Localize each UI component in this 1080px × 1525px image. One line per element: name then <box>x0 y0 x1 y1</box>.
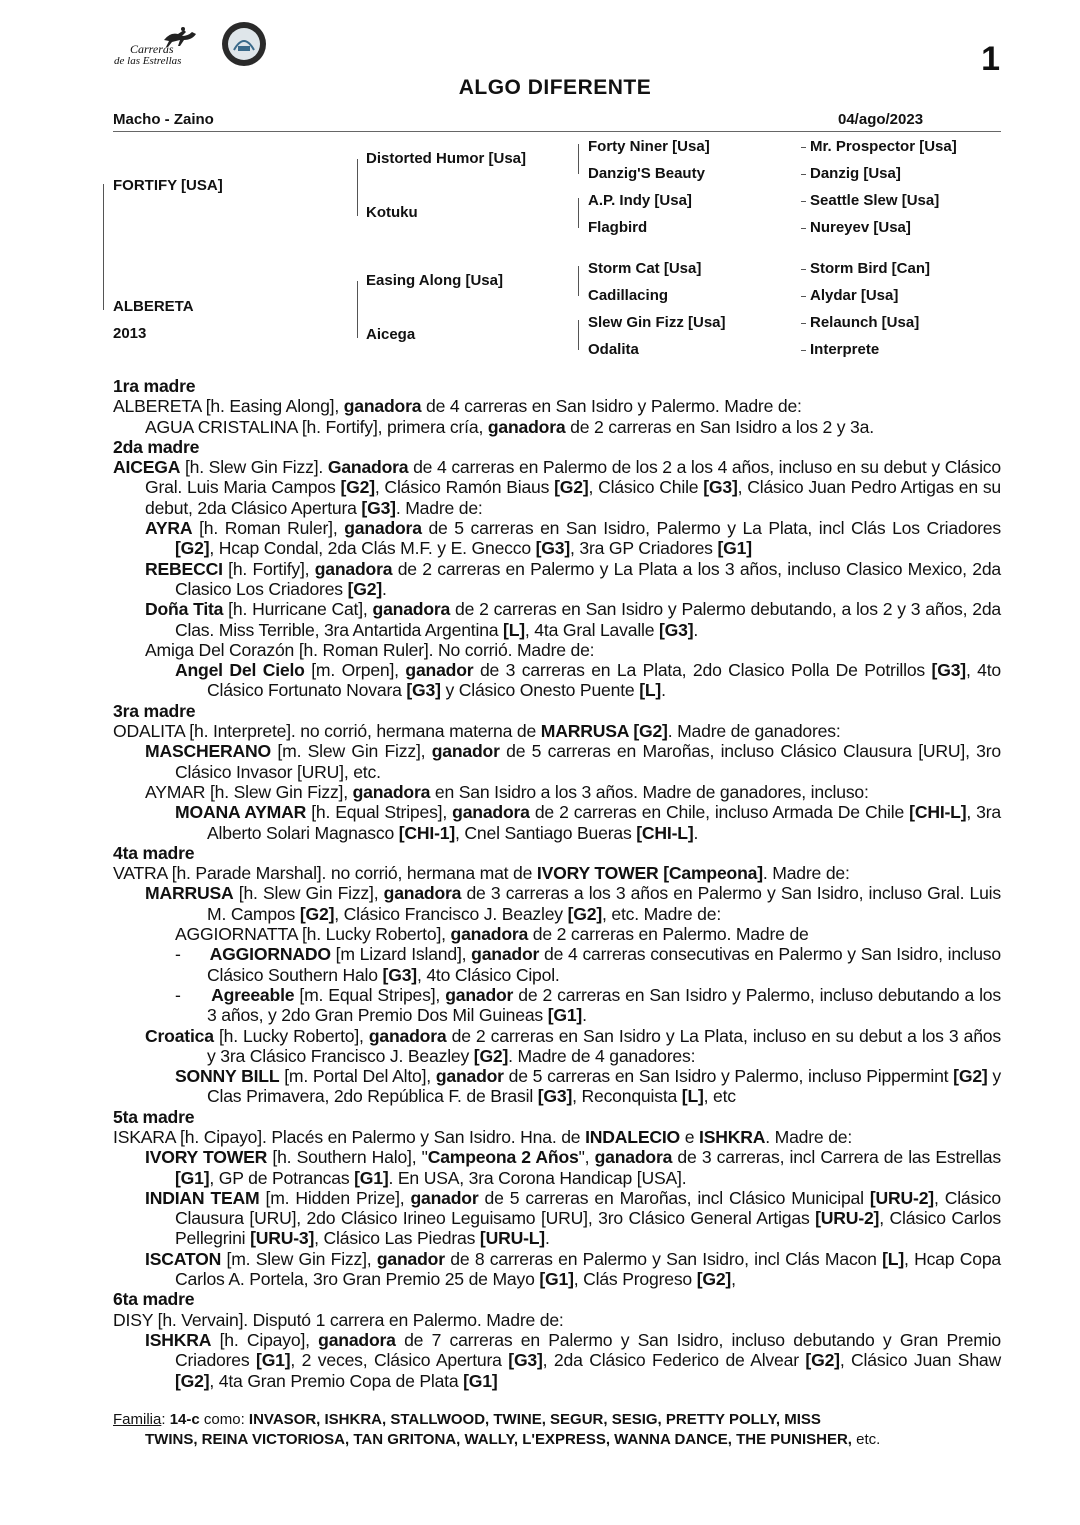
pedigree-gen4: Relaunch [Usa] <box>810 314 920 331</box>
dam-entry: ODALITA [h. Interprete]. no corrió, hermana materna de MARRUSA [G2]. Madre de ganadores: <box>113 721 841 742</box>
produce-entry: - Agreeable [m. Equal Stripes], ganador de 2 carreras en San Isidro y Palermo, incluso debutando a los 3 años, y 2do Gran Premio Dos Mil Guineas [G1]. <box>175 984 1001 1026</box>
produce-entry: MOANA AYMAR [h. Equal Stripes], ganadora de 2 carreras en Chile, incluso Armada De Chile [CHI-L], 3ra Alberto Solari Magnasco [CHI-1], Cnel Santiago Bueras [CHI-L]. <box>175 802 1001 843</box>
section-heading: 2da madre <box>113 436 200 457</box>
pedigree-dash <box>801 201 806 202</box>
pedigree-dash <box>801 228 806 229</box>
pedigree-gen3: Flagbird <box>588 219 648 236</box>
produce-entry: ISCATON [m. Slew Gin Fizz], ganador de 8 carreras en Palermo y San Isidro, incl Clás Macon [L], Hcap Copa Carlos A. Portela, 3ro Gran Premio 25 de Mayo [G1], Clás Progreso [G2], <box>145 1248 1001 1290</box>
family-line1: INVASOR, ISHKRA, STALLWOOD, TWINE, SEGUR, SESIG, PRETTY POLLY, MISS <box>248 1411 821 1428</box>
pedigree-dash <box>801 323 806 324</box>
pedigree-gen4: Interprete <box>810 341 880 358</box>
pedigree-dam-year: 2013 <box>113 325 147 342</box>
pedigree-sire: FORTIFY [USA] <box>113 177 223 194</box>
pedigree-sire-dam: Kotuku <box>366 204 418 221</box>
section-heading: 4ta madre <box>113 842 195 863</box>
horse-name-title: ALGO DIFERENTE <box>458 76 652 99</box>
produce-entry: Angel Del Cielo [m. Orpen], ganador de 3 carreras en La Plata, 2do Clasico Polla De Potrillos [G3], 4to Clásico Fortunato Novara [G3] y Clásico Onesto Puente [L]. <box>175 660 1002 701</box>
pedigree-dash <box>801 269 806 270</box>
pedigree-dam-dam: Aicega <box>366 326 416 343</box>
pedigree-dam: ALBERETA <box>113 298 194 315</box>
pedigree-dash <box>801 147 806 148</box>
carreras-logo <box>110 26 220 72</box>
section-heading: 1ra madre <box>113 376 196 396</box>
produce-entry: AYMAR [h. Slew Gin Fizz], ganadora en San Isidro a los 3 años. Madre de ganadores, incluso: <box>145 781 869 802</box>
section-heading: 5ta madre <box>113 1106 195 1127</box>
breeders-cup-seal-icon <box>220 20 268 68</box>
pedigree-dam-sire: Easing Along [Usa] <box>366 272 503 289</box>
family-note: Familia: 14-c como: INVASOR, ISHKRA, STALLWOOD, TWINE, SEGUR, SESIG, PRETTY POLLY, MISS TWINS, REINA VICTORIOSA, TAN GRITONA, WALLY, L'EXPRESS, WANNA DANCE, THE PUNISHER, etc. <box>113 1411 881 1448</box>
pedigree-bracket <box>103 184 104 310</box>
pedigree-gen4: Seattle Slew [Usa] <box>810 192 940 209</box>
pedigree-gen4: Mr. Prospector [Usa] <box>810 138 957 155</box>
produce-entry: AGUA CRISTALINA [h. Fortify], primera cría, ganadora de 2 carreras en San Isidro a los 2 y 3a. <box>145 416 874 437</box>
produce-entry: IVORY TOWER [h. Southern Halo], "Campeona 2 Años", ganadora de 3 carreras, incl Carrera de las Estrellas [G1], GP de Potrancas [G1]. En USA, 3ra Corona Handicap [USA]. <box>145 1147 1001 1188</box>
dam-entry: AICEGA [h. Slew Gin Fizz]. Ganadora de 4 carreras en Palermo de los 2 a los 4 años, incluso en su debut y Clásico Gral. Luis Maria Campos [G2], Clásico Ramón Biaus [G2], Clásico Chile [G3], Clásico Juan Pedro Artigas en su debut, 2da Clásico Apertura [G3]. Madre de: <box>113 457 1002 518</box>
pedigree-dash <box>801 350 806 351</box>
pedigree-bracket <box>578 320 579 350</box>
pedigree-bracket <box>578 144 579 174</box>
page-number: 1 <box>981 40 1000 78</box>
produce-entry: Croatica [h. Lucky Roberto], ganadora de 2 carreras en San Isidro y La Plata, incluso en su debut a los 3 años y 3ra Clásico Francisco J. Beazley [G2]. Madre de 4 ganadores: <box>145 1025 1001 1066</box>
pedigree-gen3: Slew Gin Fizz [Usa] <box>588 314 726 331</box>
pedigree-gen4: Alydar [Usa] <box>810 287 899 304</box>
produce-entry: MARRUSA [h. Slew Gin Fizz], ganadora de 3 carreras a los 3 años en Palermo y San Isidro, incluso Gral. Luis M. Campos [G2], Clásico Francisco J. Beazley [G2], etc. Madre de: <box>145 883 1001 924</box>
produce-entry: Doña Tita [h. Hurricane Cat], ganadora de 2 carreras en San Isidro y Palermo debutando, a los 2 y 3 años, 2da Clas. Miss Terrible, 3ra Antartida Argentina [L], 4ta Gral Lavalle [G3]. <box>145 599 1001 640</box>
pedigree-gen3: Forty Niner [Usa] <box>588 138 710 155</box>
produce-entry: SONNY BILL [m. Portal Del Alto], ganador de 5 carreras en San Isidro y Palermo, incluso Pippermint [G2] y Clas Primavera, 2do República F. de Brasil [G3], Reconquista [L], etc <box>175 1066 1001 1107</box>
produce-entry: REBECCI [h. Fortify], ganadora de 2 carreras en Palermo y La Plata a los 3 años, incluso Clasico Mexico, 2da Clasico Los Criadores [G2]. <box>145 558 1002 599</box>
pedigree-gen4: Nureyev [Usa] <box>810 219 911 236</box>
produce-entry: - AGGIORNADO [m Lizard Island], ganador de 4 carreras consecutivas en Palermo y San Isidro, incluso Clásico Southern Halo [G3], 4to Clásico Cipol. <box>175 944 1001 985</box>
produce-entry: MASCHERANO [m. Slew Gin Fizz], ganador de 5 carreras en Maroñas, incluso Clásico Clausura [URU], 3ro Clásico Invasor [URU], etc. <box>145 741 1001 782</box>
section-heading: 6ta madre <box>113 1289 195 1310</box>
pedigree-gen3: Cadillacing <box>588 287 669 304</box>
produce-entry: AYRA [h. Roman Ruler], ganadora de 5 carreras en San Isidro, Palermo y La Plata, incl Clás Los Criadores [G2], Hcap Condal, 2da Clás M.F. y E. Gnecco [G3], 3ra GP Criadores [G1] <box>145 518 1001 559</box>
pedigree-gen3: Danzig'S Beauty <box>588 165 705 182</box>
dam-entry: ALBERETA [h. Easing Along], ganadora de 4 carreras en San Isidro y Palermo. Madre de: <box>113 396 802 417</box>
produce-entry: ISHKRA [h. Cipayo], ganadora de 7 carreras en Palermo y San Isidro, incluso debutando y Gran Premio Criadores [G1], 2 veces, Clásico Apertura [G3], 2da Clásico Federico de Alvear [G2], Clásico Juan Shaw [G2], 4ta Gran Premio Copa de Plata [G1] <box>145 1329 1002 1391</box>
family-como: como: <box>203 1411 245 1428</box>
produce-entry: Amiga Del Corazón [h. Roman Ruler]. No corrió. Madre de: <box>145 639 595 660</box>
pedigree-bracket <box>578 198 579 228</box>
pedigree-gen4: Storm Bird [Can] <box>810 260 930 277</box>
family-line2: TWINS, REINA VICTORIOSA, TAN GRITONA, WALLY, L'EXPRESS, WANNA DANCE, THE PUNISHER, <box>145 1431 852 1448</box>
pedigree-gen4: Danzig [Usa] <box>810 165 901 182</box>
pedigree-dash <box>801 296 806 297</box>
pedigree-gen3: Storm Cat [Usa] <box>588 260 702 277</box>
family-code: 14-c <box>169 1411 200 1428</box>
section-heading: 3ra madre <box>113 700 196 721</box>
dam-entry: DISY [h. Vervain]. Disputó 1 carrera en Palermo. Madre de: <box>113 1309 564 1330</box>
dam-entry: ISKARA [h. Cipayo]. Placés en Palermo y San Isidro. Hna. de INDALECIO e ISHKRA. Madre de: <box>113 1126 853 1147</box>
produce-record <box>113 376 1001 1391</box>
dam-entry: VATRA [h. Parade Marshal]. no corrió, hermana mat de IVORY TOWER [Campeona]. Madre de: <box>113 863 850 884</box>
pedigree-dash <box>801 174 806 175</box>
pedigree-bracket <box>357 159 358 216</box>
family-etc: etc. <box>856 1431 881 1448</box>
pedigree-gen3: A.P. Indy [Usa] <box>588 192 692 209</box>
report-date: 04/ago/2023 <box>838 111 924 128</box>
pedigree-gen3: Odalita <box>588 341 639 358</box>
logo-text-line2: de las Estrellas <box>114 55 182 67</box>
pedigree-bracket <box>357 281 358 338</box>
produce-entry: AGGIORNATTA [h. Lucky Roberto], ganadora de 2 carreras en Palermo. Madre de <box>175 924 809 945</box>
logo-text-line1: Carreras <box>130 42 174 56</box>
sex-color: Macho - Zaino <box>113 111 214 128</box>
pedigree-bracket <box>578 266 579 296</box>
header-divider <box>113 131 1001 132</box>
produce-entry: INDIAN TEAM [m. Hidden Prize], ganador de 5 carreras en Maroñas, incl Clásico Municipal [URU-2], Clásico Clausura [URU], 2do Clásico Irineo Leguisamo [URU], 3ro Clásico General Artigas [URU-2], Clásico Carlos Pellegrini [URU-3], Clásico Las Piedras [URU-L]. <box>145 1187 1002 1249</box>
family-label: Familia <box>113 1411 162 1428</box>
pedigree-sire-sire: Distorted Humor [Usa] <box>366 150 527 167</box>
